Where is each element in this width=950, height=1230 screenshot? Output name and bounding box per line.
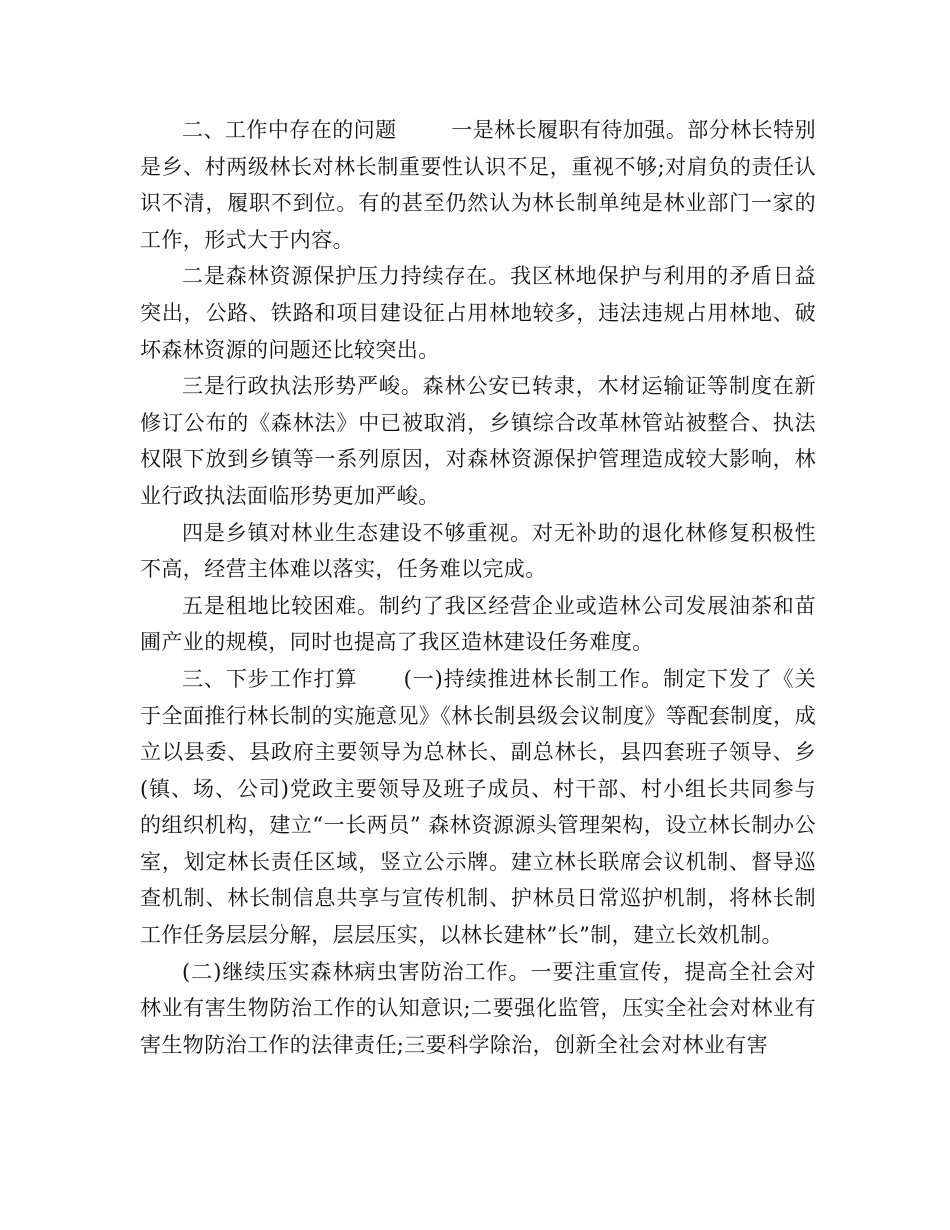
paragraph-next-steps: [140, 661, 816, 954]
section-heading-next-steps: 三、下步工作打算: [182, 666, 358, 691]
section-heading-problems: 二、工作中存在的问题: [182, 118, 397, 142]
document-page: [140, 112, 816, 1063]
paragraph-text: (一)持续推进林长制工作。制定下发了《关于全面推行林长制的实施意见》《林长制县级会议制度》等配套制度，成立以县委、县政府主要领导为总林长、副总林长，县四套班子领导、乡(镇、场、公司)党政主要领导及班子成员、村干部、村小组长共同参与的组织机构，建立“一长两员” 森林资源源头管理架构，设立林长制办公室，划定林长责任区域，竖立公示牌。建立林长联席会议机制、督导巡查机制、林长制信息共享与宣传机制、护林员日常巡护机制，将林长制工作任务层层分解，层层压实，以林长建林”长”制，建立长效机制。: [140, 666, 816, 948]
paragraph-text: 一是林长履职有待加强。部分林长特别是乡、村两级林长对林长制重要性认识不足，重视不够;对肩负的责任认识不清，履职不到位。有的甚至仍然认为林长制单纯是林业部门一家的工作，形式大于内容。: [140, 118, 816, 252]
paragraph-pest-control: (二)继续压实森林病虫害防治工作。一要注重宣传，提高全社会对林业有害生物防治工作的认知意识;二要强化监管，压实全社会对林业有害生物防治工作的法律责任;三要科学除治，创新全社会对林业有害: [140, 959, 816, 1057]
paragraph-law-enforcement: 三是行政执法形势严峻。森林公安已转隶，木材运输证等制度在新修订公布的《森林法》中已被取消，乡镇综合改革林管站被整合、执法权限下放到乡镇等一系列原因，对森林资源保护管理造成较大影响，林业行政执法面临形势更加严峻。: [140, 374, 816, 508]
paragraph-forest-protection: 二是森林资源保护压力持续存在。我区林地保护与利用的矛盾日益突出，公路、铁路和项目建设征占用林地较多，违法违规占用林地、破坏森林资源的问题还比较突出。: [140, 264, 816, 362]
paragraph-township: 四是乡镇对林业生态建设不够重视。对无补助的退化林修复积极性不高，经营主体难以落实，任务难以完成。: [140, 520, 816, 582]
paragraph-problems: [140, 112, 816, 258]
paragraph-land-lease: 五是租地比较困难。制约了我区经营企业或造林公司发展油茶和苗圃产业的规模，同时也提高了我区造林建设任务难度。: [140, 593, 816, 655]
